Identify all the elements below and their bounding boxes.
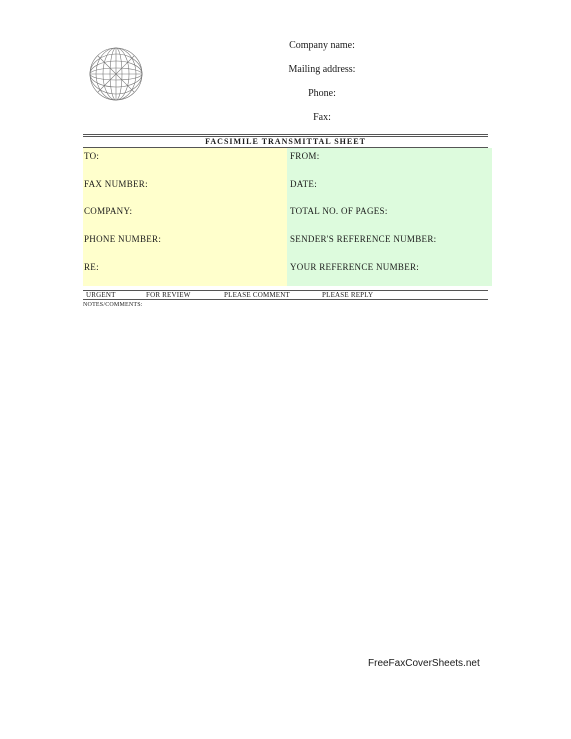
- footer-website: FreeFaxCoverSheets.net: [368, 658, 480, 669]
- from-field[interactable]: FROM:: [290, 151, 320, 161]
- to-field[interactable]: TO:: [84, 151, 100, 161]
- globe-icon: [88, 46, 144, 102]
- urgent-checkbox[interactable]: URGENT: [86, 291, 116, 299]
- please-reply-checkbox[interactable]: PLEASE REPLY: [322, 291, 374, 299]
- for-review-checkbox[interactable]: FOR REVIEW: [146, 291, 191, 299]
- mailing-address-label: Mailing address:: [288, 64, 356, 75]
- total-pages-field[interactable]: TOTAL NO. OF PAGES:: [290, 206, 388, 216]
- your-reference-field[interactable]: YOUR REFERENCE NUMBER:: [290, 262, 420, 272]
- fax-number-field[interactable]: FAX NUMBER:: [84, 179, 148, 189]
- date-field[interactable]: DATE:: [290, 179, 317, 189]
- please-comment-checkbox[interactable]: PLEASE COMMENT: [224, 291, 290, 299]
- title-top-rule: [83, 134, 488, 135]
- sheet-title: FACSIMILE TRANSMITTAL SHEET: [205, 137, 366, 146]
- sender-reference-field[interactable]: SENDER'S REFERENCE NUMBER:: [290, 234, 437, 244]
- re-field[interactable]: RE:: [84, 262, 99, 272]
- company-name-label: Company name:: [289, 40, 355, 51]
- notes-label: NOTES/COMMENTS:: [83, 302, 143, 308]
- fax-label: Fax:: [313, 112, 331, 123]
- phone-number-field[interactable]: PHONE NUMBER:: [84, 234, 162, 244]
- checkbox-bottom-rule: [83, 299, 488, 300]
- company-field[interactable]: COMPANY:: [84, 206, 133, 216]
- recipient-panel: [83, 148, 287, 286]
- phone-label: Phone:: [308, 88, 336, 99]
